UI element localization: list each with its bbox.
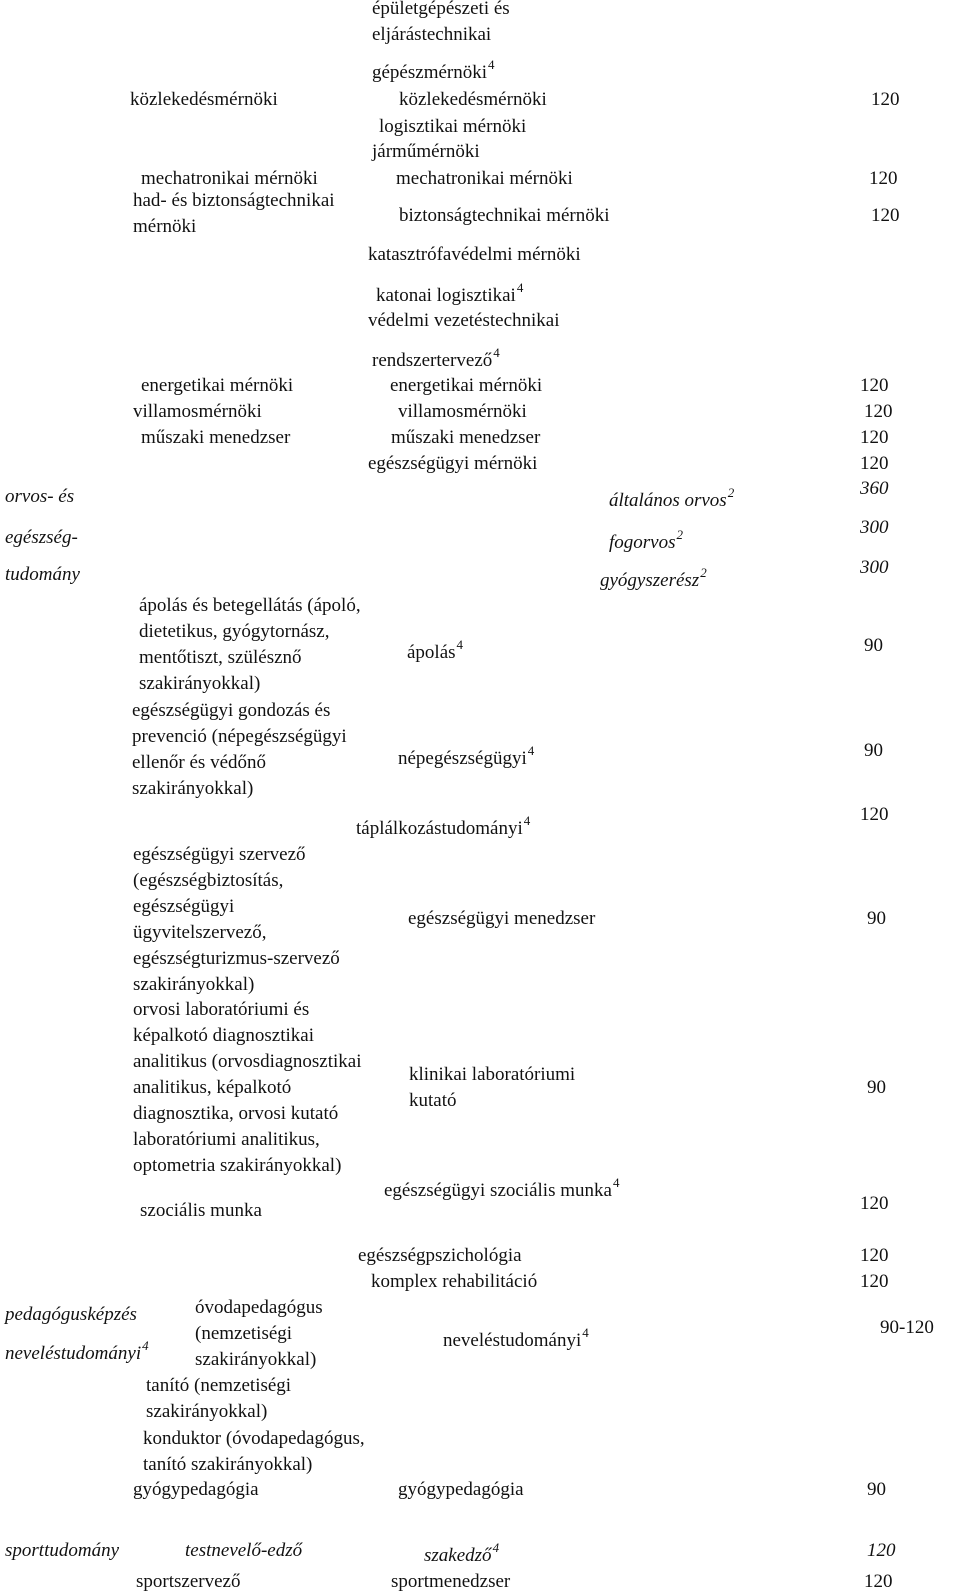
master-program: táplálkozástudományi$^4$ xyxy=(356,813,531,839)
master-program: ápolás$^4$ xyxy=(407,637,464,663)
bachelor-program: testnevelő-edző xyxy=(185,1540,303,1561)
bachelor-program: had- és biztonságtechnikai mérnöki xyxy=(133,190,335,237)
master-program: katasztrófavédelmi mérnöki xyxy=(368,244,581,265)
area-label-pedagogy: pedagógusképzés xyxy=(5,1304,137,1325)
master-program: fogorvos$^2$ xyxy=(609,527,683,553)
master-program: komplex rehabilitáció xyxy=(371,1271,538,1292)
master-program: védelmi vezetéstechnikai xyxy=(368,310,560,331)
credits: 90 xyxy=(867,908,886,929)
area-label-health: orvos- és xyxy=(5,486,75,507)
area-label-sport: sporttudomány xyxy=(5,1540,119,1561)
bachelor-program: energetikai mérnöki xyxy=(141,375,294,396)
credits: 90-120 xyxy=(880,1317,934,1338)
master-program: gyógyszerész$^2$ xyxy=(600,565,707,591)
credits: 120 xyxy=(860,1245,889,1266)
credits: 90 xyxy=(867,1077,886,1098)
master-program: rendszertervező$^4$ xyxy=(372,345,500,371)
credits: 120 xyxy=(864,1571,893,1592)
bachelor-program: tanító (nemzetiségi szakirányokkal) xyxy=(146,1375,292,1422)
master-program: biztonságtechnikai mérnöki xyxy=(399,205,610,226)
bachelor-program: mechatronikai mérnöki xyxy=(141,168,318,189)
master-program: logisztikai mérnöki xyxy=(379,116,527,137)
credits: 120 xyxy=(867,1540,896,1561)
credits: 360 xyxy=(860,478,889,499)
credits: 120 xyxy=(864,401,893,422)
master-program: műszaki menedzser xyxy=(391,427,541,448)
bachelor-program: konduktor (óvodapedagógus, tanító szakirányokkal) xyxy=(143,1428,365,1475)
master-program: egészségügyi menedzser xyxy=(408,908,596,929)
bachelor-program: ápolás és betegellátás (ápoló, dietetikus, gyógytornász, mentőtiszt, szülésznő szakirányokkal) xyxy=(139,595,361,694)
bachelor-program: egészségügyi gondozás és prevenció (népegészségügyi ellenőr és védőnő szakirányokkal) xyxy=(132,700,347,799)
bachelor-program: sportszervező xyxy=(136,1571,241,1592)
area-label-education: neveléstudományi$^4$ xyxy=(5,1338,149,1364)
bachelor-program: közlekedésmérnöki xyxy=(130,89,278,110)
master-program: általános orvos$^2$ xyxy=(609,485,735,511)
area-label-health: egészség- xyxy=(5,527,78,548)
credits: 120 xyxy=(860,375,889,396)
credits: 120 xyxy=(860,1193,889,1214)
bachelor-program: villamosmérnöki xyxy=(133,401,262,422)
credits: 90 xyxy=(864,740,883,761)
master-program: gépészmérnöki$^4$ xyxy=(372,57,495,83)
credits: 90 xyxy=(864,635,883,656)
master-program: népegészségügyi$^4$ xyxy=(398,743,535,769)
bachelor-program: óvodapedagógus (nemzetiségi szakirányokkal) xyxy=(195,1297,323,1370)
bachelor-program: orvosi laboratóriumi és képalkotó diagnosztikai analitikus (orvosdiagnosztikai analitikus, képalkotó diagnosztika, orvosi kutató laboratóriumi analitikus, optometria szakirányokkal) xyxy=(133,999,362,1176)
master-program: mechatronikai mérnöki xyxy=(396,168,573,189)
master-program: közlekedésmérnöki xyxy=(399,89,547,110)
master-program: egészségügyi szociális munka$^4$ xyxy=(384,1175,620,1201)
credits: 300 xyxy=(860,557,889,578)
bachelor-program: egészségügyi szervező (egészségbiztosítás, egészségügyi ügyvitelszervező, egészségturizmus-szervező szakirányokkal) xyxy=(133,844,340,995)
bachelor-program: gyógypedagógia xyxy=(133,1479,259,1500)
credits: 120 xyxy=(860,1271,889,1292)
master-program: neveléstudományi$^4$ xyxy=(443,1325,589,1351)
master-program: épületgépészeti és eljárástechnikai xyxy=(372,0,510,45)
master-program: egészségpszichológia xyxy=(358,1245,522,1266)
master-program: villamosmérnöki xyxy=(398,401,527,422)
master-program: klinikai laboratóriumi kutató xyxy=(409,1064,576,1111)
master-program: gyógypedagógia xyxy=(398,1479,524,1500)
bachelor-program: szociális munka xyxy=(140,1200,262,1221)
credits: 120 xyxy=(871,89,900,110)
credits: 120 xyxy=(860,453,889,474)
credits: 120 xyxy=(869,168,898,189)
bachelor-program: műszaki menedzser xyxy=(141,427,291,448)
master-program: energetikai mérnöki xyxy=(390,375,543,396)
credits: 90 xyxy=(867,1479,886,1500)
credits: 300 xyxy=(860,517,889,538)
credits: 120 xyxy=(860,804,889,825)
credits: 120 xyxy=(871,205,900,226)
area-label-health: tudomány xyxy=(5,564,80,585)
master-program: egészségügyi mérnöki xyxy=(368,453,538,474)
master-program: szakedző$^4$ xyxy=(424,1540,500,1566)
master-program: járműmérnöki xyxy=(372,141,480,162)
master-program: katonai logisztikai$^4$ xyxy=(376,280,524,306)
credits: 120 xyxy=(860,427,889,448)
master-program: sportmenedzser xyxy=(391,1571,511,1592)
